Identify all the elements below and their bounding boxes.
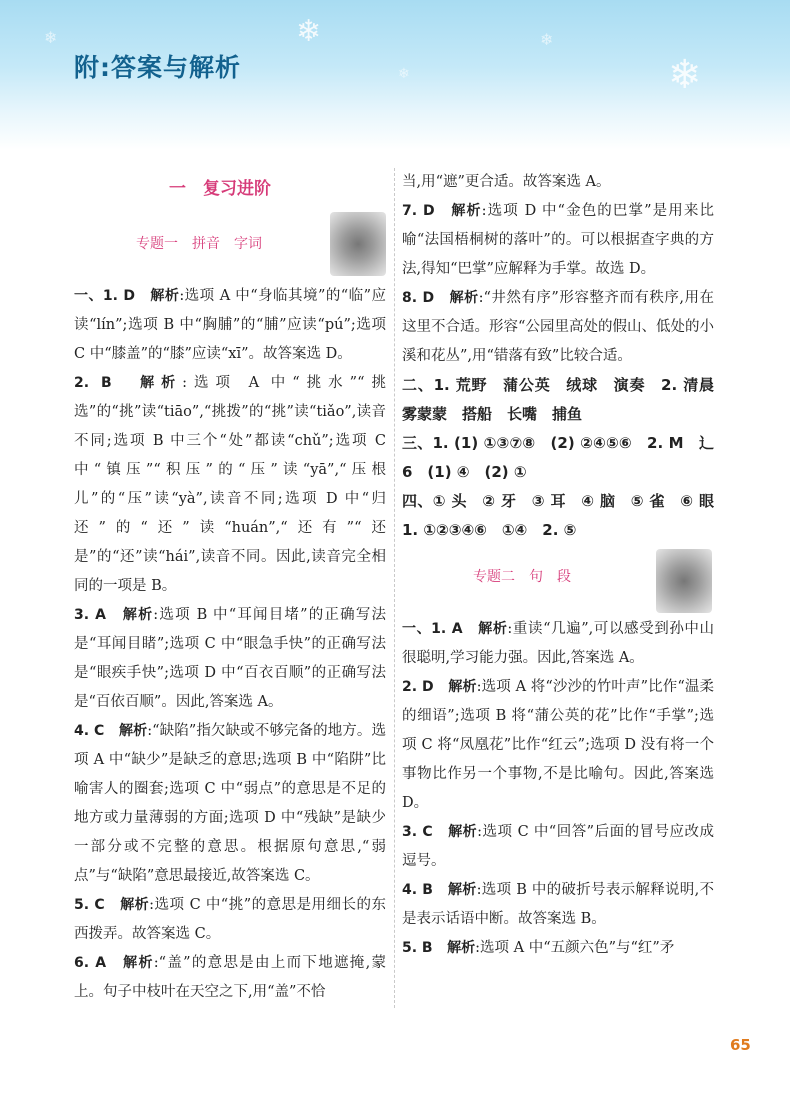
answer-item: 5. B 解析:选项 A 中“五颜六色”与“红”矛 <box>402 940 675 956</box>
unit-title: 一 复习进阶 <box>169 179 271 199</box>
answer-item: 5. C 解析:选项 C 中“挑”的意思是用细长的东西拨弄。故答案选 C。 <box>74 897 387 942</box>
snowflake-icon: ❄ <box>398 66 410 82</box>
topic-header <box>74 206 386 282</box>
answer-continuation: 当,用“遮”更合适。故答案选 A。 <box>402 174 611 190</box>
answer-item: 2. D 解析:选项 A 将“沙沙的竹叶声”比作“温柔的细语”;选项 B 将“蒲公英的花”比作“手掌”;选项 C 将“凤凰花”比作“红云”;选项 D 没有将一个事物比作另一个事物,不是比喻句。因此,答案选 D。 <box>402 679 715 811</box>
answer-section-3: 三、1. (1) ①③⑦⑧ (2) ②④⑤⑥ 2. M 辶 6 (1) ④ (2) ① <box>402 434 730 481</box>
header-banner <box>0 0 790 150</box>
topic-header <box>402 545 714 615</box>
answer-section-4: 四、① 头 ② 牙 ③ 耳 ④ 脑 ⑤ 雀 ⑥ 眼 1. ①②③④⑥ ①④ 2. ⑤ <box>402 492 730 539</box>
column-divider <box>394 168 395 1008</box>
answer-item: 4. B 解析:选项 B 中的破折号表示解释说明,不是表示话语中断。故答案选 B。 <box>402 882 715 927</box>
answer-item: 7. D 解析:选项 D 中“金色的巴掌”是用来比喻“法国梧桐树的落叶”的。可以根据查字典的方法,得知“巴掌”应解释为手掌。故选 D。 <box>402 203 715 277</box>
answer-item: 4. C 解析:“缺陷”指欠缺或不够完备的地方。选项 A 中“缺少”是缺乏的意思;选项 B 中“陷阱”比喻害人的圈套;选项 C 中“弱点”的意思是不足的地方或力量薄弱的方面;选项 D 中“残缺”是缺少一部分或不完整的意思。根据原句意思,“弱点”与“缺陷”意思最接近,故答案选 C。 <box>74 723 387 884</box>
topic-title: 专题一 拼音 字词 <box>136 236 262 252</box>
answer-item: 3. C 解析:选项 C 中“回答”后面的冒号应改成逗号。 <box>402 824 715 869</box>
answer-item: 2. B 解析:选项 A 中“挑水”“挑选”的“挑”读“tiāo”,“挑拨”的“挑”读“tiǎo”,读音不同;选项 B 中三个“处”都读“chǔ”;选项 C 中“镇压”“积压”的“压”读“yā”,“压根儿”的“压”读“yà”,读音不同;选项 D 中“归还”的“还”读“huán”,“还有”“还是”的“还”读“hái”,读音不同。因此,读音完全相同的一项是 B。 <box>74 375 387 594</box>
page-number: 65 <box>730 1036 751 1054</box>
snowflake-icon: ❄ <box>296 14 322 49</box>
qr-code-blurred <box>330 212 386 276</box>
snowflake-icon: ❄ <box>44 28 58 47</box>
answer-item: 一、1. D 解析:选项 A 中“身临其境”的“临”应读“lín”;选项 B 中“胸脯”的“脯”应读“pú”;选项 C 中“膝盖”的“膝”应读“xī”。故答案选 D。 <box>74 288 387 362</box>
snowflake-icon: ❄ <box>540 30 554 49</box>
qr-code-blurred <box>656 549 712 613</box>
left-column <box>74 168 386 1007</box>
topic-title: 专题二 句 段 <box>473 569 571 585</box>
snowflake-icon: ❄ <box>668 52 702 98</box>
answer-item: 一、1. A 解析:重读“几遍”,可以感受到孙中山很聪明,学习能力强。因此,答案选 A。 <box>402 621 715 666</box>
answer-section-2: 二、1. 荒野 蒲公英 绒球 演奏 2. 清晨 雾蒙蒙 搭船 长嘴 捕鱼 <box>402 376 730 423</box>
page-title: 附:答案与解析 <box>74 53 241 82</box>
answer-item: 6. A 解析:“盖”的意思是由上而下地遮掩,蒙上。句子中枝叶在天空之下,用“盖”不恰 <box>74 955 387 1000</box>
answer-item: 8. D 解析:“井然有序”形容整齐而有秩序,用在这里不合适。形容“公园里高处的假山、低处的小溪和花丛”,用“错落有致”比较合适。 <box>402 290 715 364</box>
right-column <box>402 168 730 963</box>
answer-item: 3. A 解析:选项 B 中“耳闻目堵”的正确写法是“耳闻目睹”;选项 C 中“眼急手快”的正确写法是“眼疾手快”;选项 D 中“百衣百顺”的正确写法是“百依百顺”。因此,答案选 A。 <box>74 607 387 710</box>
